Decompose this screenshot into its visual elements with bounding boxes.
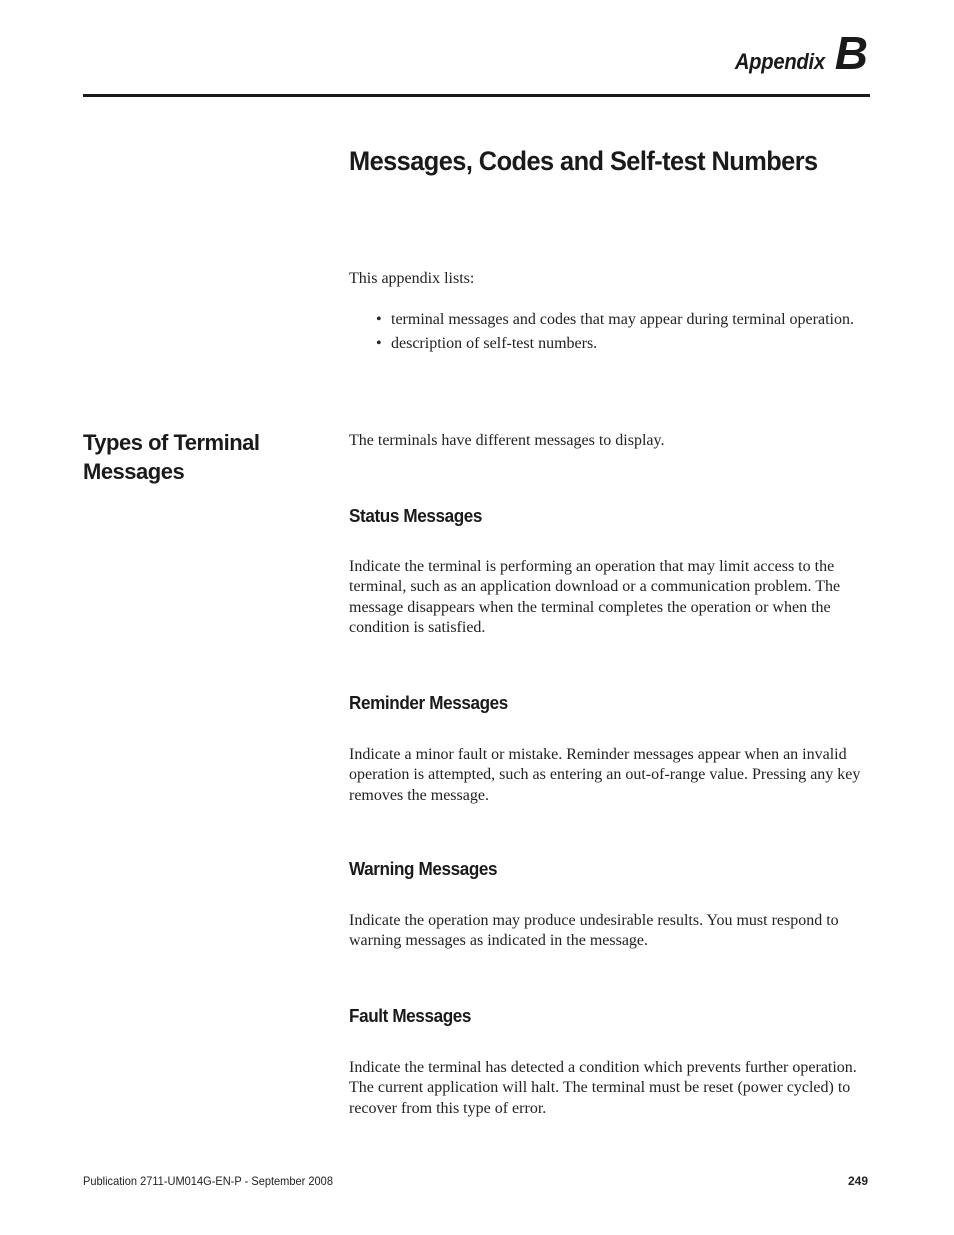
- subsection-heading-status: Status Messages: [349, 506, 483, 526]
- bullet-text: terminal messages and codes that may appear during terminal operation.: [391, 311, 854, 328]
- intro-bullet-list: [376, 310, 870, 355]
- subsection-heading-warning: Warning Messages: [349, 859, 498, 879]
- footer-publication: Publication 2711-UM014G-EN-P - September 2008: [83, 1174, 333, 1188]
- page-title: Messages, Codes and Self-test Numbers: [349, 146, 818, 176]
- header-rule: [83, 94, 870, 97]
- footer-page-number: 249: [847, 1174, 868, 1188]
- bullet-icon: •: [376, 311, 382, 328]
- subsection-text-reminder: Indicate a minor fault or mistake. Reminder messages appear when an invalid operation is attempted, such as entering an out-of-range value. Pressing any key removes the message.: [349, 746, 861, 804]
- section-heading: Types of Terminal Messages: [83, 430, 260, 484]
- subsection-text-status: Indicate the terminal is performing an operation that may limit access to the terminal, such as an application download or a communication problem. The message disappears when the terminal completes the operation or when the condition is satisfied.: [349, 558, 841, 636]
- subsection-text-warning: Indicate the operation may produce undesirable results. You must respond to warning messages as indicated in the message.: [349, 912, 839, 950]
- bullet-item: [376, 334, 870, 354]
- appendix-label: [727, 27, 868, 79]
- subsection-text-fault: Indicate the terminal has detected a condition which prevents further operation. The current application will halt. The terminal must be reset (power cycled) to recover from this type of error.: [349, 1059, 857, 1117]
- bullet-text: description of self-test numbers.: [391, 335, 598, 353]
- appendix-letter: B: [834, 27, 868, 79]
- bullet-item: [376, 310, 870, 330]
- section-intro: The terminals have different messages to display.: [349, 432, 665, 449]
- bullet-icon: •: [376, 335, 382, 353]
- intro-lead: This appendix lists:: [349, 270, 475, 287]
- subsection-heading-reminder: Reminder Messages: [349, 693, 508, 713]
- subsection-heading-fault: Fault Messages: [349, 1006, 472, 1026]
- appendix-word: Appendix: [734, 49, 825, 74]
